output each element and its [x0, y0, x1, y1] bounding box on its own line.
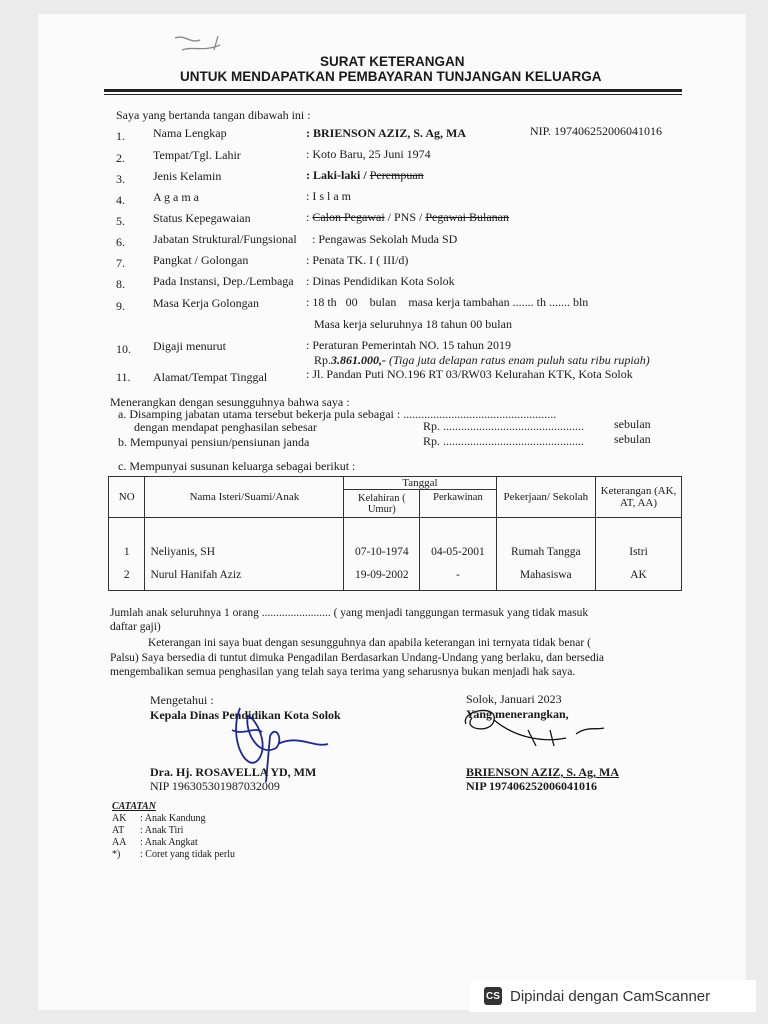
- table-row: 1 Neliyanis, SH 07-10-1974 04-05-2001 Rumah Tangga Istri: [109, 518, 682, 561]
- field-value: : Peraturan Pemerintah NO. 15 tahun 2019: [306, 338, 511, 352]
- sig-right-tanggal: Solok, Januari 2023: [466, 692, 562, 706]
- statement-line: mengembalikan semua penghasilan yang telah saya terima yang seharusnya bukan menjadi hak saya.: [110, 666, 576, 678]
- field-value: : Penata TK. I ( III/d): [306, 253, 409, 267]
- field-label: A g a m a: [153, 190, 199, 204]
- sig-left-nip: NIP 196305301987032009: [150, 779, 280, 793]
- col-tanggal: Tanggal: [344, 477, 496, 490]
- sig-right-nip: NIP 197406252006041016: [466, 779, 598, 793]
- field-no: 5.: [116, 214, 125, 228]
- field-no: 2.: [116, 151, 125, 165]
- catatan-key: AT: [112, 825, 125, 836]
- field-value: : Pengawas Sekolah Muda SD: [312, 232, 458, 246]
- intro-text: Saya yang bertanda tangan dibawah ini :: [116, 108, 311, 122]
- jumlah-anak-cont: daftar gaji): [110, 621, 161, 633]
- col-keterangan: Keterangan (AK, AT, AA): [596, 477, 682, 518]
- catatan-value: : Anak Angkat: [140, 837, 198, 848]
- field-value: : Laki-laki / Perempuan: [306, 168, 424, 182]
- field-value: : Koto Baru, 25 Juni 1974: [306, 147, 431, 161]
- jumlah-anak: Jumlah anak seluruhnya 1 orang ........................ ( yang menjadi tanggungan termasuk yang tidak masuk: [110, 607, 589, 619]
- catatan-value: : Coret yang tidak perlu: [140, 849, 235, 860]
- salary-line: Rp.3.861.000,- (Tiga juta delapan ratus enam puluh satu ribu rupiah): [314, 353, 650, 367]
- col-no: NO: [109, 477, 145, 518]
- field-label: Jenis Kelamin: [153, 169, 222, 183]
- field-no: 6.: [116, 235, 125, 249]
- catatan-key: *): [112, 849, 121, 860]
- col-kelahiran: Kelahiran ( Umur): [344, 490, 420, 518]
- field-label: Pada Instansi, Dep./Lembaga: [153, 274, 294, 288]
- field-no: 10.: [116, 342, 131, 356]
- field-nip: NIP. 197406252006041016: [530, 124, 663, 138]
- col-perkawinan: Perkawinan: [420, 490, 496, 518]
- field-value-extra: Masa kerja seluruhnya 18 tahun 00 bulan: [314, 317, 512, 331]
- field-no: 9.: [116, 299, 125, 313]
- document-page: [38, 14, 746, 1010]
- declare-b: b. Mempunyai pensiun/pensiunan janda: [118, 435, 310, 449]
- catatan-title: CATATAN: [112, 801, 156, 812]
- field-label: Alamat/Tempat Tinggal: [153, 370, 268, 384]
- signature-right: [458, 690, 608, 750]
- statement-line: Palsu) Saya bersedia di tuntut dimuka Pengadilan Berdasarkan Undang-Undang yang berlaku, dan bersedia: [110, 652, 605, 664]
- field-label: Status Kepegawaian: [153, 211, 251, 225]
- field-value: : 18 th 00 bulan masa kerja tambahan ....... th ....... bln: [306, 295, 589, 309]
- doc-subtitle: UNTUK MENDAPATKAN PEMBAYARAN TUNJANGAN KELUARGA: [180, 69, 602, 84]
- camscanner-text: Dipindai dengan CamScanner: [510, 987, 711, 1005]
- declare-c: c. Mempunyai susunan keluarga sebagai berikut :: [118, 459, 356, 473]
- field-value: : Dinas Pendidikan Kota Solok: [306, 274, 455, 288]
- sig-left-jabatan: Kepala Dinas Pendidikan Kota Solok: [150, 708, 341, 722]
- field-value: : Calon Pegawai / PNS / Pegawai Bulanan: [306, 210, 510, 224]
- field-label: Masa Kerja Golongan: [153, 296, 259, 310]
- field-no: 1.: [116, 129, 125, 143]
- sig-left-mengetahui: Mengetahui :: [150, 693, 214, 707]
- camscanner-watermark: [470, 980, 756, 1012]
- declare-intro: Menerangkan dengan sesungguhnya bahwa saya :: [110, 395, 350, 409]
- col-name: Nama Isteri/Suami/Anak: [145, 477, 344, 518]
- field-label: Pangkat / Golongan: [153, 253, 249, 267]
- field-value: : Jl. Pandan Puti NO.196 RT 03/RW03 Kelurahan KTK, Kota Solok: [306, 367, 633, 381]
- field-value: : BRIENSON AZIZ, S. Ag, MA: [306, 126, 467, 140]
- field-no: 7.: [116, 256, 125, 270]
- declare-unit2: sebulan: [614, 432, 651, 446]
- declare-unit1: sebulan: [614, 417, 651, 431]
- col-pekerjaan: Pekerjaan/ Sekolah: [496, 477, 595, 518]
- field-label: Tempat/Tgl. Lahir: [153, 148, 241, 162]
- field-label: Nama Lengkap: [153, 126, 227, 140]
- statement-line: Keterangan ini saya buat dengan sesungguhnya dan apabila keterangan ini ternyata tidak benar (: [148, 637, 591, 649]
- field-value: : I s l a m: [306, 189, 351, 203]
- field-no: 11.: [116, 370, 131, 384]
- declare-rp1: Rp. ...............................................: [423, 419, 585, 433]
- declare-a2: dengan mendapat penghasilan sebesar: [134, 420, 317, 434]
- sig-right-ket: Yang menerangkan,: [466, 707, 569, 721]
- catatan-key: AA: [112, 837, 127, 848]
- title-rule-thin: [104, 94, 682, 95]
- field-no: 3.: [116, 172, 125, 186]
- doc-title: SURAT KETERANGAN: [320, 54, 465, 69]
- catatan-value: : Anak Kandung: [140, 813, 206, 824]
- declare-rp2: Rp. ...............................................: [423, 434, 585, 448]
- field-label: Digaji menurut: [153, 339, 226, 353]
- sig-left-nama: Dra. Hj. ROSAVELLA YD, MM: [150, 765, 317, 779]
- title-rule-thick: [104, 89, 682, 92]
- scribble-mark: [170, 30, 230, 56]
- table-row: 2 Nurul Hanifah Aziz 19-09-2002 - Mahasiswa AK: [109, 560, 682, 591]
- field-no: 8.: [116, 277, 125, 291]
- camscanner-logo-icon: CS: [484, 987, 502, 1005]
- sig-right-nama: BRIENSON AZIZ, S. Ag, MA: [466, 765, 620, 779]
- declare-a1: a. Disamping jabatan utama tersebut bekerja pula sebagai : ...................................................: [118, 407, 557, 421]
- catatan-value: : Anak Tiri: [140, 825, 184, 836]
- field-no: 4.: [116, 193, 125, 207]
- family-table: [108, 476, 682, 591]
- catatan-key: AK: [112, 813, 127, 824]
- field-label: Jabatan Struktural/Fungsional: [153, 232, 297, 246]
